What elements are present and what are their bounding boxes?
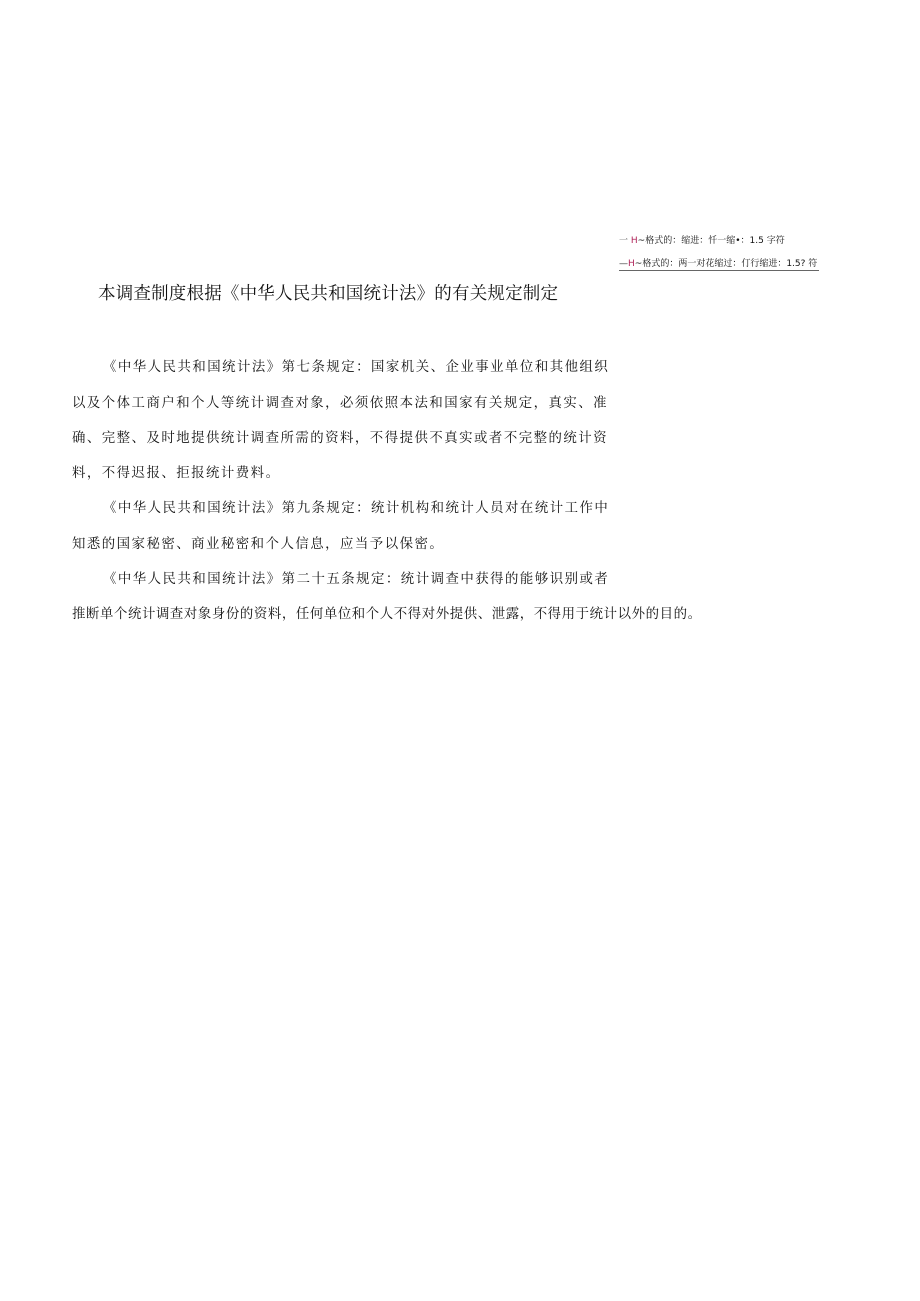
article-7-line-2: 以及个体工商户和个人等统计调查对象，必须依照本法和国家有关规定，真实、准: [72, 396, 609, 411]
revision-note-indent: [619, 235, 785, 247]
revision-note-text: ~格式的：缩进：忏一缩•：1.5 字符: [637, 236, 785, 246]
article-7-line-3: 确、完整、及时地提供统计调查所需的资料，不得提供不真实或者不完整的统计资: [72, 431, 609, 446]
article-9-line-1: 《中华人民共和国统计法》第九条规定：统计机构和统计人员对在统计工作中: [103, 501, 610, 516]
revision-dash: 一: [619, 236, 629, 246]
revision-note-alignment: [619, 258, 819, 271]
document-heading: 本调查制度根据《中华人民共和国统计法》的有关规定制定: [98, 284, 559, 304]
revision-note-text: ~格式的：两一对花缩过：仃行缩进：1.5? 符: [634, 259, 818, 269]
article-7-line-1: 《中华人民共和国统计法》第七条规定：国家机关、企业事业单位和其他组织: [103, 360, 610, 375]
revision-marker: H: [630, 236, 638, 246]
article-25-line-1: 《中华人民共和国统计法》第二十五条规定：统计调查中获得的能够识别或者: [103, 572, 610, 587]
revision-dash: —: [619, 259, 628, 269]
article-25-line-2: 推断单个统计调查对象身份的资料，任何单位和个人不得对外提供、泄露，不得用于统计以外的目的。: [72, 607, 702, 622]
article-9-line-2: 知悉的国家秘密、商业秘密和个人信息，应当予以保密。: [72, 537, 445, 552]
article-7-line-4: 料，不得迟报、拒报统计费料。: [72, 466, 281, 481]
revision-marker: H: [628, 259, 635, 269]
